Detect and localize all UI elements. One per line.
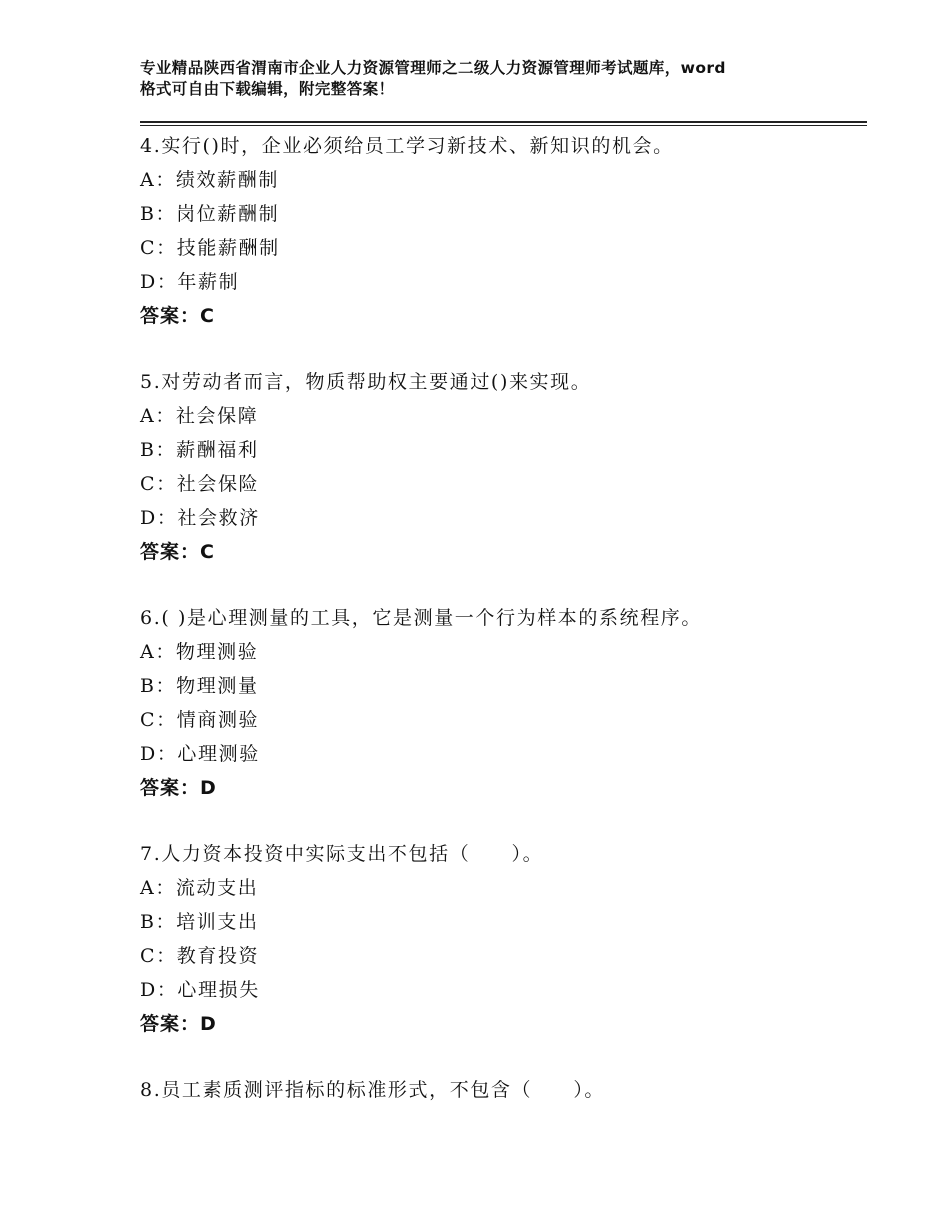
option-a: A：社会保障 bbox=[140, 405, 259, 427]
option-d: D：年薪制 bbox=[140, 271, 240, 293]
answer-label: 答案：D bbox=[140, 1013, 217, 1035]
option-b: B：培训支出 bbox=[140, 911, 259, 933]
question-6 bbox=[140, 601, 867, 805]
question-8 bbox=[140, 1073, 867, 1107]
option-d: D：心理损失 bbox=[140, 979, 260, 1001]
question-4 bbox=[140, 129, 867, 333]
question-list bbox=[140, 129, 867, 1139]
option-a: A：流动支出 bbox=[140, 877, 259, 899]
question-stem: 8.员工素质测评指标的标准形式，不包含（ ）。 bbox=[140, 1079, 606, 1101]
option-b: B：薪酬福利 bbox=[140, 439, 259, 461]
option-c: C：教育投资 bbox=[140, 945, 260, 967]
option-c: C：情商测验 bbox=[140, 709, 260, 731]
answer-label: 答案：D bbox=[140, 777, 217, 799]
option-c: C：技能薪酬制 bbox=[140, 237, 280, 259]
option-a: A：物理测验 bbox=[140, 641, 259, 663]
option-b: B：物理测量 bbox=[140, 675, 259, 697]
question-stem: 4.实行()时，企业必须给员工学习新技术、新知识的机会。 bbox=[140, 135, 674, 157]
header-line-1: 专业精品陕西省渭南市企业人力资源管理师之二级人力资源管理师考试题库，word bbox=[140, 59, 726, 77]
question-stem: 5.对劳动者而言，物质帮助权主要通过()来实现。 bbox=[140, 371, 592, 393]
answer-label: 答案：C bbox=[140, 305, 215, 327]
header-divider bbox=[140, 121, 867, 123]
question-7 bbox=[140, 837, 867, 1041]
option-d: D：社会救济 bbox=[140, 507, 260, 529]
option-a: A：绩效薪酬制 bbox=[140, 169, 279, 191]
option-d: D：心理测验 bbox=[140, 743, 260, 765]
question-5 bbox=[140, 365, 867, 569]
answer-label: 答案：C bbox=[140, 541, 215, 563]
header-divider-thin bbox=[140, 125, 867, 126]
document-header bbox=[140, 58, 840, 100]
question-stem: 6.( )是心理测量的工具，它是测量一个行为样本的系统程序。 bbox=[140, 607, 702, 629]
header-line-2: 格式可自由下载编辑，附完整答案！ bbox=[140, 80, 395, 98]
option-c: C：社会保险 bbox=[140, 473, 260, 495]
option-b: B：岗位薪酬制 bbox=[140, 203, 280, 225]
question-stem: 7.人力资本投资中实际支出不包括（ ）。 bbox=[140, 843, 544, 865]
